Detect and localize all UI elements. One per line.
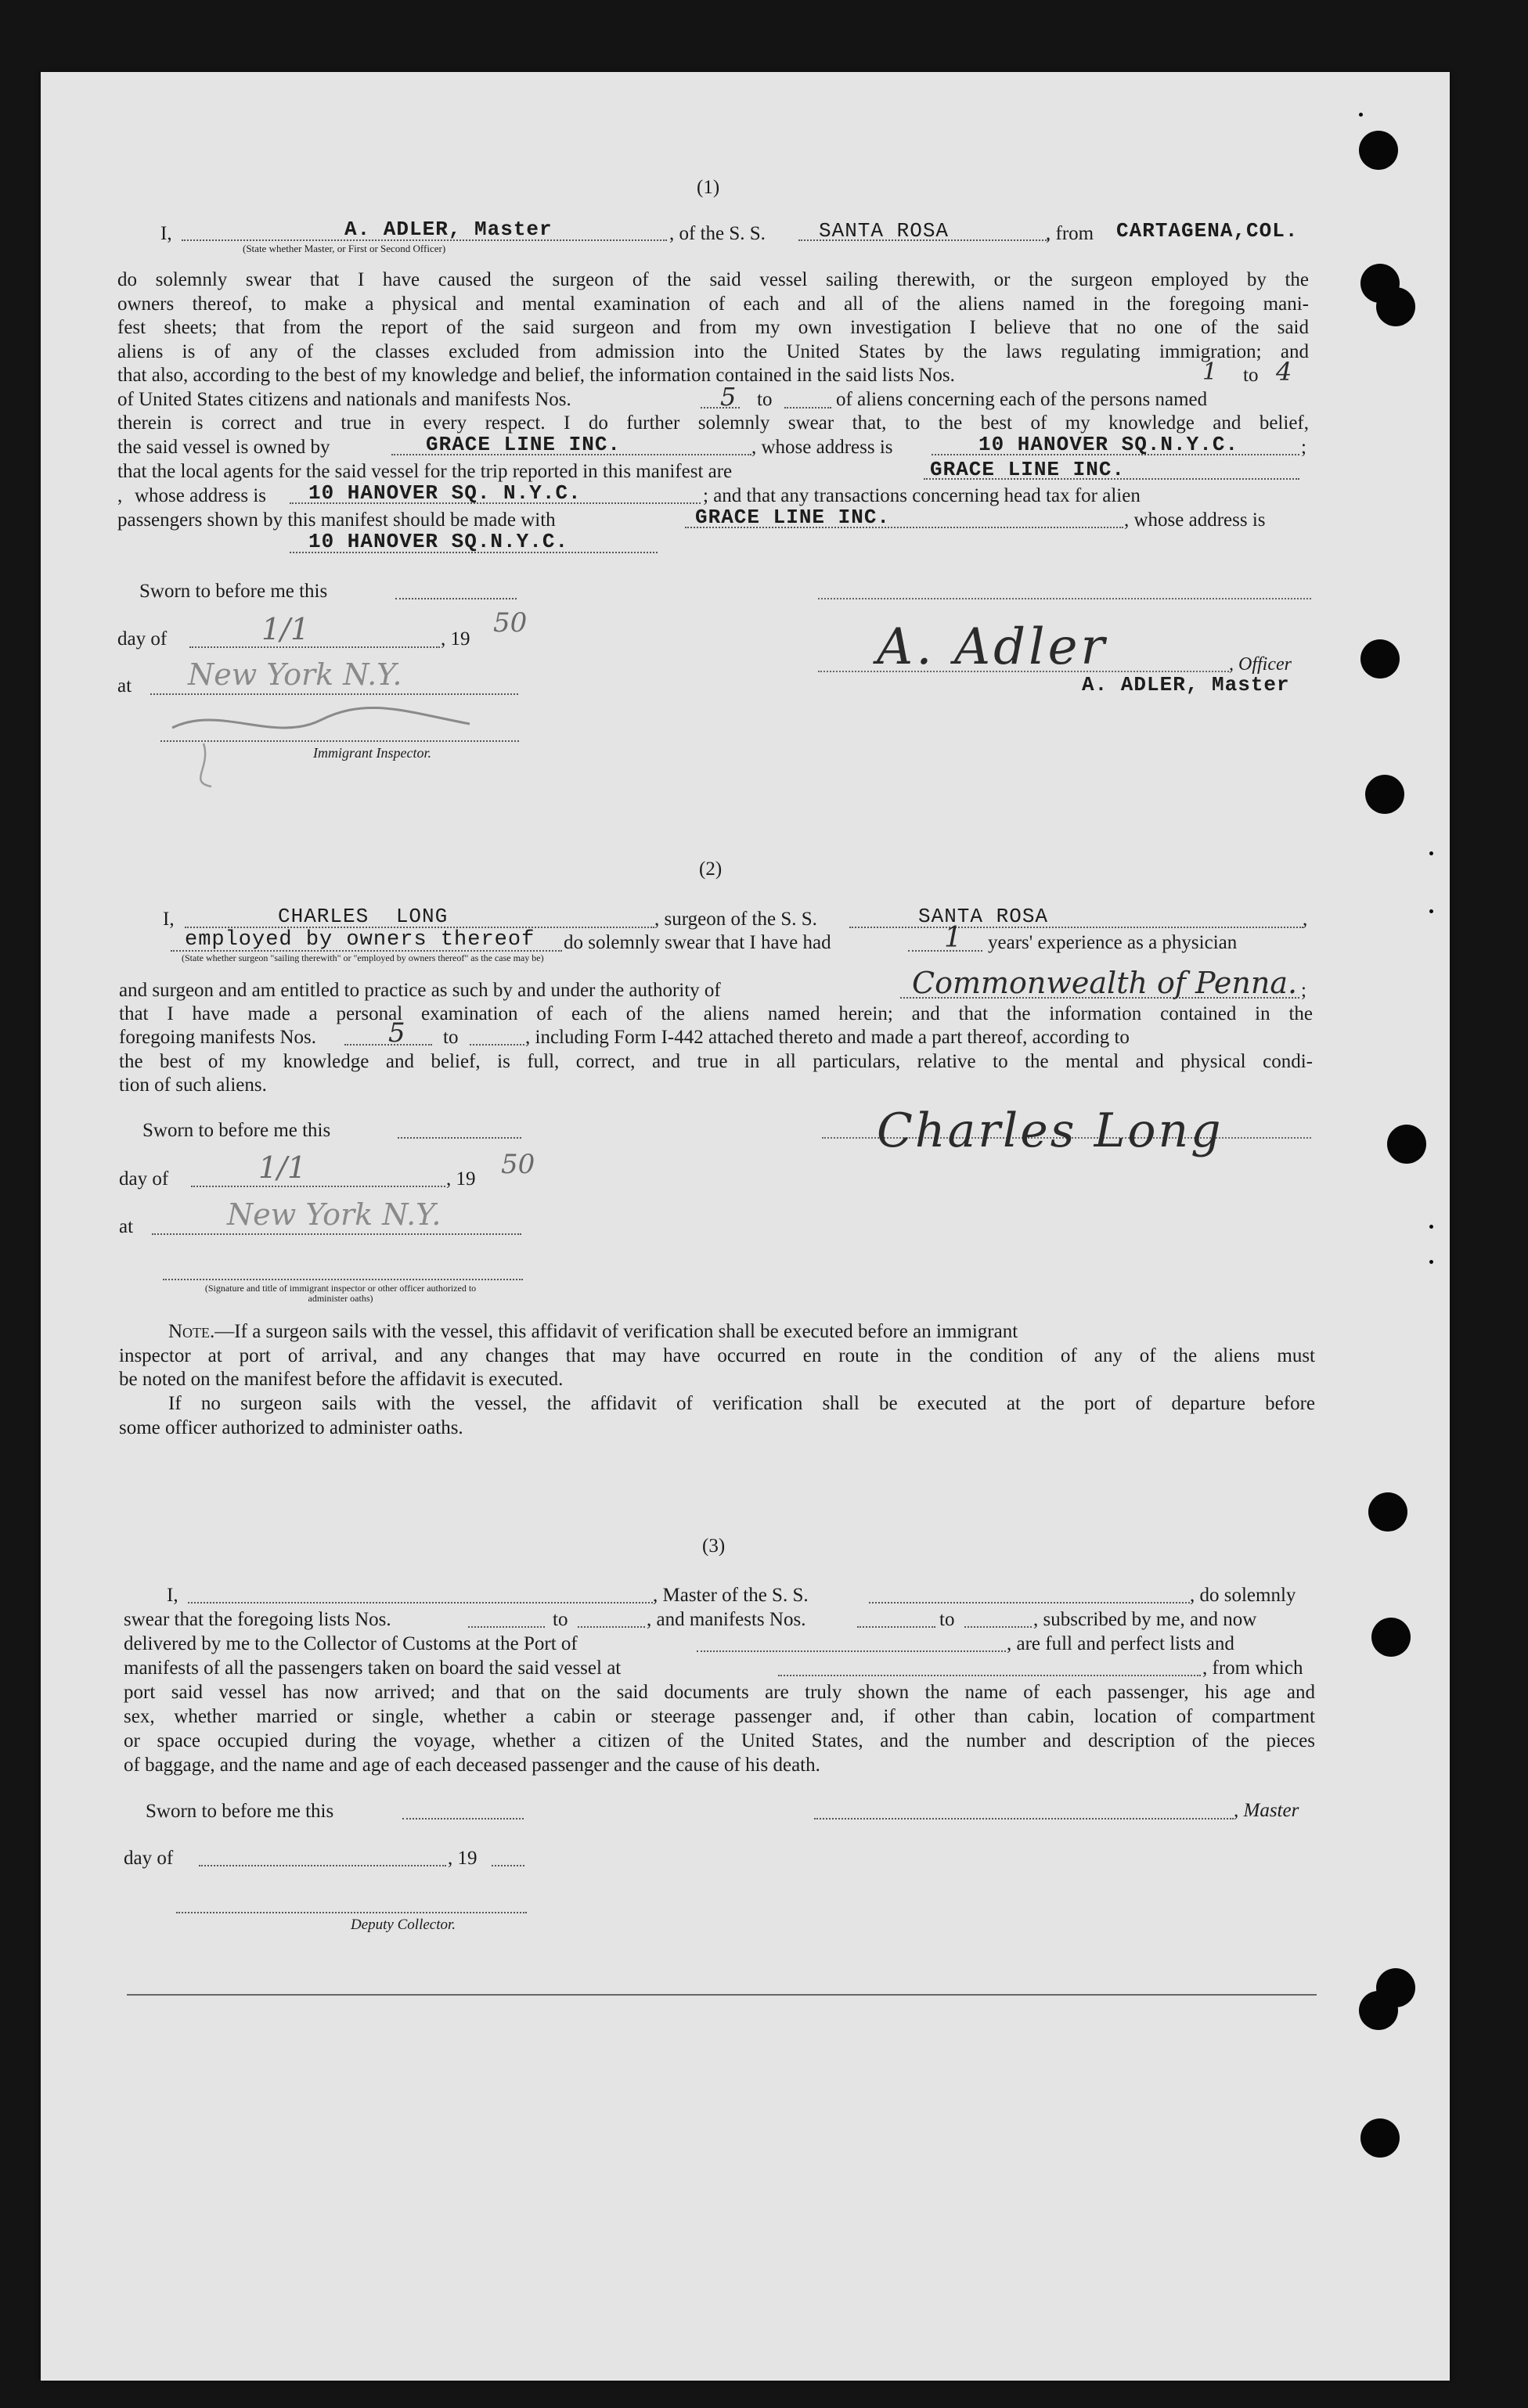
ship-name: SANTA ROSA [819,219,950,243]
fill-line [814,1818,1234,1819]
punch-hole [1365,775,1404,814]
fill-line [152,1233,521,1235]
oath-line: do solemnly swear that I have caused the surgeon of the said vessel sailing therewith, or the surgeon employed by the [117,269,1309,290]
s3-port-label: delivered by me to the Collector of Customs at the Port of [124,1633,578,1654]
note-line-1-wrap [168,1320,1018,1344]
surgeon-name: CHARLES LONG [278,905,449,928]
to-label: to [757,389,773,410]
fill-line [199,1865,446,1866]
swear-label: do solemnly swear that I have had [564,932,831,953]
year-prefix: , 19 [448,1848,478,1869]
fill-line [150,693,518,695]
section-number-1: (1) [697,177,720,198]
surgeon-line: tion of such aliens. [119,1074,267,1096]
fill-line [869,1602,1190,1604]
employed-note: (State whether surgeon "sailing therewith" or "employed by owners thereof" as the case may be) [182,952,544,963]
punch-hole [1359,1991,1398,2030]
authority: Commonwealth of Penna. [912,966,1298,1000]
rank-note: (State whether Master, or First or Second Officer) [243,243,446,254]
day-of-label: day of [124,1848,174,1869]
agents-address-label: whose address is [135,485,267,506]
s3-master-of: , Master of the S. S. [653,1585,809,1606]
fill-line [188,1602,653,1604]
s3-lists-label: swear that the foregoing lists Nos. [124,1609,391,1630]
headtax-address: 10 HANOVER SQ.N.Y.C. [308,530,569,553]
sworn-place-2: New York N.Y. [227,1197,441,1232]
comma: , [117,485,123,506]
speck [1429,1225,1433,1229]
manifest-line-b: of aliens concerning each of the persons named [836,389,1208,410]
fill-line [176,1912,527,1913]
semicolon: ; [1301,437,1306,458]
to-label: to [443,1027,459,1048]
inspector-signature [157,696,517,790]
s3-i: I, [167,1585,178,1606]
year-prefix: , 19 [441,628,470,650]
punch-hole [1360,639,1400,678]
note-line: be noted on the manifest before the affidavit is executed. [119,1369,564,1390]
section2-i: I, [163,909,175,930]
headtax-address-label: , whose address is [1124,509,1266,531]
surgeon-of-label: , surgeon of the S. S. [654,909,817,930]
manifest-from: 5 [720,382,737,412]
agents-label: that the local agents for the said vessel for the trip reported in this manifest are [117,461,733,482]
s3-line: port said vessel has now arrived; and that on the said documents are truly shown the name of each passenger, his age and [124,1682,1315,1703]
note2-line: If no surgeon sails with the vessel, the affidavit of verification shall be executed at the port of departure before [168,1393,1315,1414]
s3-vessel-at-label: manifests of all the passengers taken on board the said vessel at [124,1658,622,1679]
manifest-line: of United States citizens and nationals and manifests Nos. [117,389,571,410]
fill-line [468,1626,545,1628]
comma: , [1303,909,1308,930]
punch-hole [1371,1618,1411,1657]
section-number-3: (3) [702,1535,726,1557]
to-label: to [939,1609,955,1630]
headtax-label: passengers shown by this manifest should be made with [117,509,556,531]
s3-subscribed: , subscribed by me, and now [1033,1609,1257,1630]
sworn-label: Sworn to before me this [146,1801,334,1822]
s3-manifests-label: , and manifests Nos. [647,1609,806,1630]
sworn-label: Sworn to before me this [139,581,328,602]
semicolon: ; [1301,980,1306,1001]
punch-hole [1387,1125,1426,1164]
signature-line [818,598,1311,599]
oath-line: owners thereof, to make a physical and mental examination of each and all of the aliens named in the foregoing mani- [117,293,1309,315]
fill-line [857,1626,935,1628]
note-title: Note. [168,1321,215,1342]
officer-label: , Officer [1229,654,1292,675]
speck [1359,113,1363,117]
surgeon-manifest-label: foregoing manifests Nos. [119,1027,317,1048]
fill-line [189,646,440,648]
at-label: at [117,675,132,696]
fill-line [578,1626,645,1628]
surgeon-manifest-from: 5 [388,1017,405,1049]
sworn-date-2: 1/1 [258,1150,307,1185]
headtax-party: GRACE LINE INC. [695,506,891,529]
bottom-rule [127,1994,1317,1996]
fill-line [191,1186,445,1187]
years-experience: 1 [944,922,962,954]
fill-line [395,598,517,599]
owner-address-label: , whose address is [751,437,893,458]
master-name: A. ADLER, Master [344,218,553,241]
oath-line: aliens is of any of the classes excluded from admission into the United States by the laws regulating immigration; and [117,340,1309,362]
deputy-label: Deputy Collector. [351,1917,456,1933]
sworn-year-2: 50 [501,1149,535,1180]
fill-line [163,1279,523,1280]
fill-line [470,1044,524,1046]
agents-name: GRACE LINE INC. [930,458,1126,481]
surgeon-form-line: , including Form I-442 attached thereto and made a part thereof, according to [525,1027,1130,1048]
sig-note: (Signature and title of immigrant inspector or other officer authorized to administer oaths) [204,1283,477,1304]
owner-address: 10 HANOVER SQ.N.Y.C. [978,433,1239,456]
authority-label: and surgeon and am entitled to practice as such by and under the authority of [119,980,721,1001]
s3-full-perfect: , are full and perfect lists and [1007,1633,1234,1654]
lists-from: 1 [1202,358,1218,386]
fill-line [849,927,1303,928]
officer-stamp: A. ADLER, Master [1082,673,1290,696]
s3-from-which: , from which [1202,1658,1303,1679]
fill-line [778,1675,1201,1676]
punch-hole [1359,131,1398,170]
to-label: to [1243,365,1259,386]
note-line: —If a surgeon sails with the vessel, this affidavit of verification shall be executed before an immigrant [214,1321,1018,1342]
surgeon-line: the best of my knowledge and belief, is full, correct, and true in all particulars, relative to the mental and physical condi- [119,1051,1313,1072]
note-line: inspector at port of arrival, and any changes that may have occurred en route in the condition of any of the aliens must [119,1345,1315,1366]
lists-to: 4 [1276,357,1292,387]
sworn-place: New York N.Y. [188,657,402,692]
note2-line: some officer authorized to administer oaths. [119,1417,463,1438]
master-label: , Master [1234,1800,1299,1821]
oath-line: fest sheets; that from the report of the said surgeon and from my own investigation I believe that no one of the said [117,317,1309,338]
punch-hole [1376,287,1415,326]
s3-solemnly: , do solemnly [1190,1585,1296,1606]
from-label: , from [1046,223,1094,244]
s3-line: sex, whether married or single, whether a cabin or steerage passenger and, if other than cabin, location of compartment [124,1706,1315,1727]
sworn-year: 50 [493,607,528,639]
inspector-label: Immigrant Inspector. [313,745,431,761]
fill-line [398,1137,521,1139]
punch-hole [1360,2118,1400,2158]
to-label: to [553,1609,568,1630]
owner-label: the said vessel is owned by [117,437,330,458]
agents-address: 10 HANOVER SQ. N.Y.C. [308,481,582,505]
s3-line: or space occupied during the voyage, whether a citizen of the United States, and the number and description of the pieces [124,1730,1315,1751]
fill-line [784,407,831,409]
fill-line [402,1818,524,1819]
day-of-label: day of [117,628,168,650]
owner-name: GRACE LINE INC. [426,433,622,456]
day-of-label: day of [119,1168,169,1190]
port-from: CARTAGENA,COL. [1116,219,1299,243]
oath-line: therein is correct and true in every respect. I do further solemnly swear that, to the best of my knowledge and belief, [117,412,1309,434]
speck [1429,909,1433,913]
fill-line [697,1650,1006,1652]
surgeon-employed: employed by owners thereof [185,928,535,952]
year-prefix: , 19 [446,1168,476,1190]
at-label: at [119,1216,134,1237]
s3-line: of baggage, and the name and age of each deceased passenger and the cause of his death. [124,1755,820,1776]
surgeon-signature: Charles Long [877,1103,1223,1158]
section1-i: I, [160,223,172,244]
of-ss-label: , of the S. S. [669,223,766,244]
fill-line [492,1865,524,1866]
section-number-2: (2) [699,858,723,880]
fill-line [964,1626,1032,1628]
oath-line: that also, according to the best of my knowledge and belief, the information contained in the said lists Nos. [117,365,955,386]
punch-hole [1368,1492,1407,1532]
oath-paragraph [117,268,1309,364]
sworn-label: Sworn to before me this [142,1120,331,1141]
sworn-date: 1/1 [261,612,310,646]
speck [1429,1260,1433,1264]
officer-signature: A. Adler [877,618,1108,676]
years-label: years' experience as a physician [988,932,1238,953]
speck [1429,851,1433,855]
surgeon-ship: SANTA ROSA [918,905,1049,928]
surgeon-line: that I have made a personal examination of each of the aliens named herein; and that the information contained in the [119,1003,1313,1024]
headtax-line: ; and that any transactions concerning head tax for alien [703,485,1141,506]
